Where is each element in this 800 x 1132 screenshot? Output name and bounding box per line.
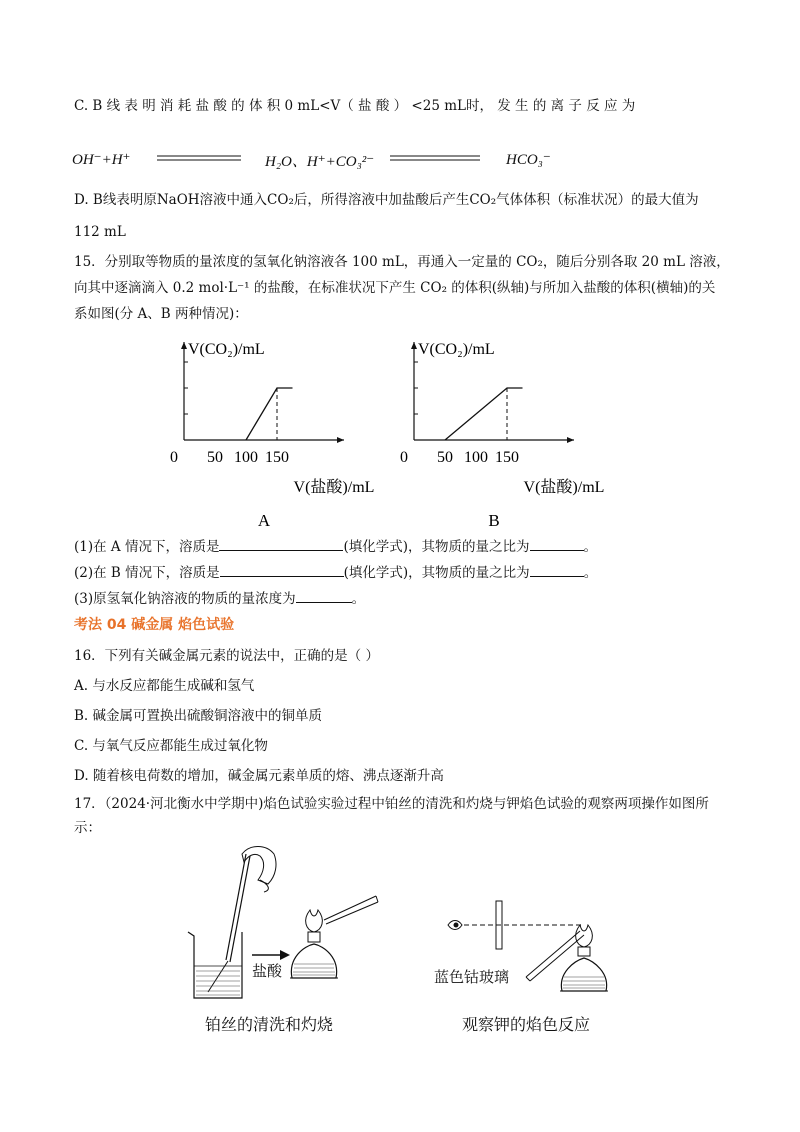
x-tick-label: 150 [265, 449, 289, 466]
equation-left: OH⁻+H⁺ [72, 152, 131, 168]
x-tick-label: 50 [437, 449, 453, 466]
equation-arrow-1 [155, 152, 245, 164]
q15-sub-2-label: (2)在 B 情况下，溶质是 [74, 565, 220, 581]
hand-icon [242, 847, 276, 885]
data-series-line [246, 388, 293, 440]
section-heading: 考法 04 碱金属 焰色试验 [74, 617, 235, 633]
data-series-line [445, 388, 523, 440]
x-tick-label: 100 [234, 449, 258, 466]
equation-middle: H₂O、H⁺+CO₃²⁻ [265, 154, 375, 170]
option-d-text: D. B线表明原NaOH溶液中通入CO₂后，所得溶液中加盐酸后产生CO₂气体体积（标准状况）的最大值为 [74, 192, 699, 208]
q15-line-2: 向其中逐滴滴入 0.2 mol·L⁻¹ 的盐酸，在标准状况下产生 CO₂ 的体积(纵轴)与所加入盐酸的体积(横轴)的关 [74, 280, 716, 296]
x-axis-arrow [337, 437, 344, 443]
q15-sub-1-label: (1)在 A 情况下，溶质是 [74, 539, 220, 555]
q15-sub-1-ratio-label: (填化学式)，其物质的量之比为 [343, 539, 530, 555]
equation-arrow-2 [388, 152, 484, 164]
option-d-value: 112 mL [74, 224, 126, 240]
x-tick-label: 50 [207, 449, 223, 466]
q16-option-a: A. 与水反应都能生成碱和氢气 [74, 678, 255, 694]
option-c-text: C. B 线 表 明 消 耗 盐 酸 的 体 积 0 mL<V（ 盐 酸 ） <25 mL时， 发 生 的 离 子 反 应 为 [74, 98, 636, 114]
left-figure-caption: 铂丝的清洗和灼烧 [205, 1015, 334, 1034]
chart-b [395, 332, 620, 532]
flame-observation-illustration [440, 895, 610, 1005]
x-tick-label: 100 [464, 449, 488, 466]
q16-stem: 16．下列有关碱金属元素的说法中，正确的是（ ） [74, 648, 379, 664]
y-axis-arrow [181, 342, 187, 349]
x-axis-arrow [567, 437, 574, 443]
flame-icon [576, 925, 593, 947]
q17-line-2: 示： [74, 820, 101, 836]
x-tick-label: 150 [495, 449, 519, 466]
cobalt-glass-label: 蓝色钴玻璃 [434, 968, 510, 986]
equation-right: HCO₃⁻ [506, 152, 551, 168]
q15-sub-1: (1)在 A 情况下，溶质是 (填化学式)，其物质的量之比为 。 [74, 536, 597, 557]
flame-icon [306, 910, 323, 932]
q16-option-b: B. 碱金属可置换出硫酸铜溶液中的铜单质 [74, 708, 323, 724]
q17-line-1: 17．（2024·河北衡水中学期中)焰色试验实验过程中铂丝的清洗和灼烧与钾焰色试验的观察两项操作如图所 [74, 796, 709, 812]
answer-blank[interactable] [530, 562, 584, 577]
q15-sub-3: (3)原氢氧化钠溶液的物质的量浓度为 。 [74, 588, 365, 609]
y-axis-label: V(CO₂)/mL [188, 341, 265, 358]
x-axis-label: V(盐酸)/mL [293, 479, 375, 496]
right-figure-caption: 观察钾的焰色反应 [462, 1015, 591, 1034]
answer-blank[interactable] [219, 536, 343, 551]
answer-blank[interactable] [296, 588, 352, 603]
hydrochloric-acid-label: 盐酸 [252, 962, 283, 980]
q16-option-c: C. 与氧气反应都能生成过氧化物 [74, 738, 268, 754]
q15-sub-3-label: (3)原氢氧化钠溶液的物质的量浓度为 [74, 591, 296, 607]
alcohol-lamp-icon [561, 958, 606, 991]
q15-sub-2: (2)在 B 情况下，溶质是 (填化学式)，其物质的量之比为 。 [74, 562, 597, 583]
q16-option-d: D. 随着核电荷数的增加，碱金属元素单质的熔、沸点逐渐升高 [74, 768, 444, 784]
chart-title: A [257, 511, 271, 530]
alcohol-lamp-icon [291, 944, 336, 978]
answer-blank[interactable] [220, 562, 344, 577]
x-tick-label: 0 [400, 449, 408, 466]
x-tick-label: 0 [170, 449, 178, 466]
q15-line-1: 15．分别取等物质的量浓度的氢氧化钠溶液各 100 mL，再通入一定量的 CO₂，随后分别各取 20 mL 溶液， [74, 254, 730, 270]
chart-a [165, 332, 380, 532]
q15-sub-2-ratio-label: (填化学式)，其物质的量之比为 [343, 565, 530, 581]
answer-blank[interactable] [530, 536, 584, 551]
y-axis-label: V(CO₂)/mL [418, 341, 495, 358]
x-axis-label: V(盐酸)/mL [523, 479, 605, 496]
q15-line-3: 系如图(分 A、B 两种情况)： [74, 306, 248, 322]
chart-title: B [488, 511, 500, 530]
y-axis-arrow [411, 342, 417, 349]
